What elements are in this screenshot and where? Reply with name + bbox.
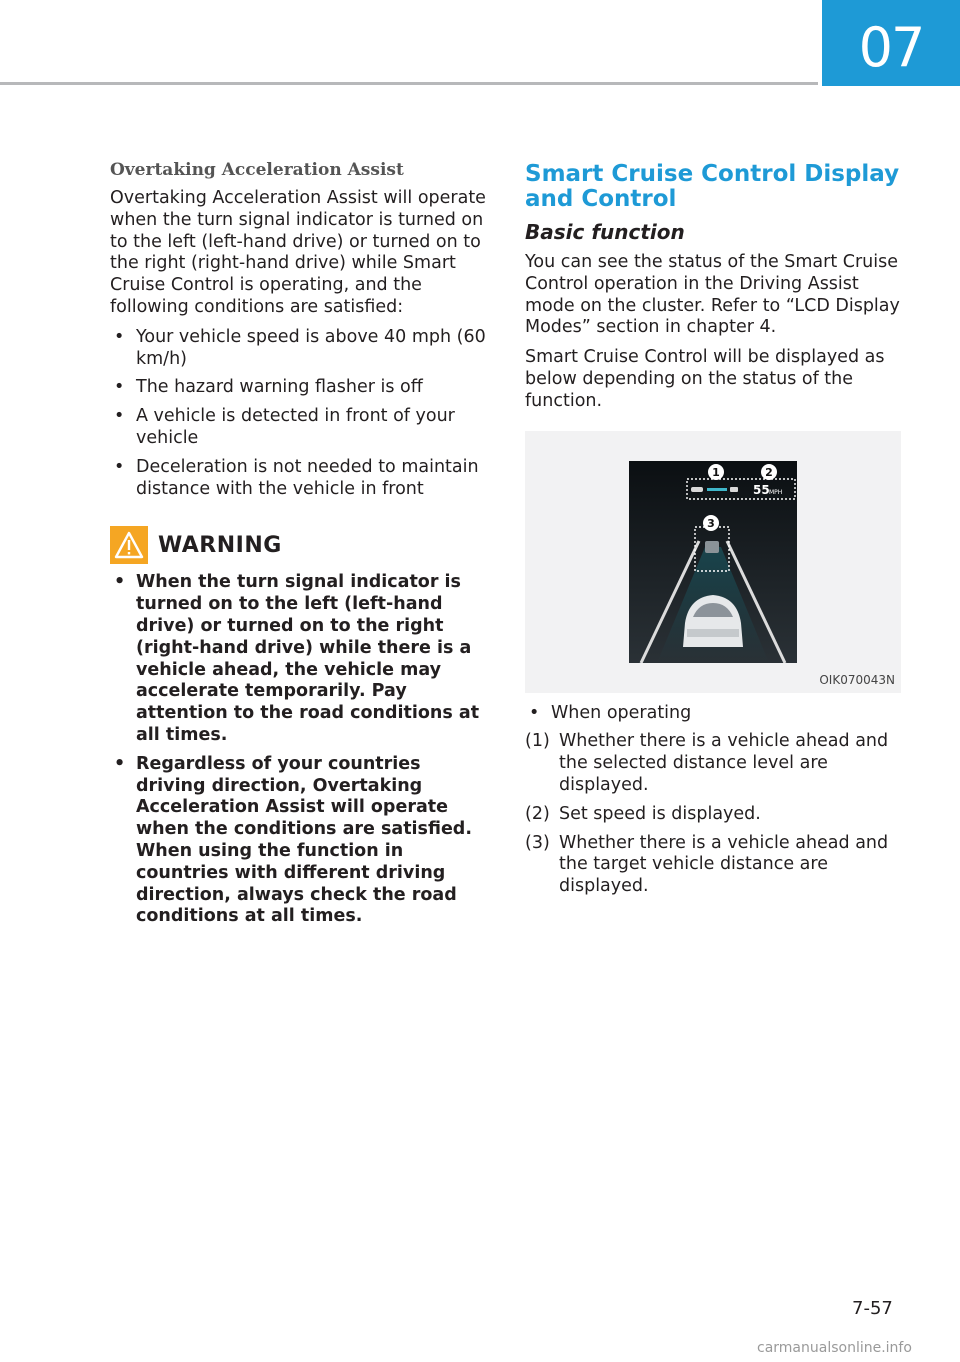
chapter-tab: 07 — [822, 0, 960, 86]
svg-text:2: 2 — [765, 465, 773, 479]
speed-unit: MPH — [769, 488, 783, 496]
intro-paragraph: Overtaking Acceleration Assist will operate when the turn signal indicator is turned on to the left (left-hand drive) or turned on to the right (right-hand drive) while Smart Cruise Control is operating, and the following conditions are satisfied: — [110, 188, 486, 317]
warning-title: WARNING — [158, 532, 282, 558]
watermark: carmanualsonline.info — [757, 1340, 912, 1356]
paragraph: You can see the status of the Smart Cruise Control operation in the Driving Assist mode on the cluster. Refer to “LCD Display Modes” section in chapter 4. — [525, 252, 900, 338]
paragraph: Smart Cruise Control will be displayed as below depending on the status of the function. — [525, 347, 885, 411]
section-subheading: Overtaking Acceleration Assist — [110, 160, 404, 180]
distance-bars-icon — [707, 488, 727, 491]
bullet-dot: • — [114, 326, 125, 347]
bullet-dot: • — [529, 702, 540, 723]
lead-vehicle-icon — [705, 541, 719, 553]
bullet-dot: • — [114, 456, 125, 477]
page-number: 7-57 — [852, 1298, 893, 1319]
list-item: • When the turn signal indicator is turned on to the left (left-hand drive) or turned on to the right (right-hand drive) while there is a vehicle ahead, the vehicle may accelerate temporarily. Pay attention to the road conditions at all times. — [114, 572, 480, 745]
bullet-dot: • — [114, 406, 125, 427]
cluster-illustration — [629, 461, 797, 663]
list-item: • Deceleration is not needed to maintain distance with the vehicle in front — [114, 456, 479, 499]
warning-triangle-icon — [110, 526, 148, 564]
bullet-dot: • — [114, 377, 125, 398]
bullet-dot: • — [114, 753, 126, 774]
sub-title: Basic function — [525, 220, 685, 244]
svg-text:1: 1 — [712, 465, 720, 479]
figure-code: OIK070043N — [819, 672, 895, 687]
conditions-list — [110, 327, 486, 501]
list-item: • The hazard warning flasher is off — [114, 377, 423, 398]
list-item: • A vehicle is detected in front of your vehicle — [114, 406, 455, 448]
cluster-display — [629, 461, 797, 663]
list-item: (2) Set speed is displayed. — [525, 803, 761, 824]
cluster-figure — [525, 431, 901, 693]
operating-list — [525, 703, 905, 725]
left-column — [110, 160, 486, 935]
right-column — [525, 160, 905, 905]
warning-list — [110, 572, 486, 928]
list-item: • Your vehicle speed is above 40 mph (60 km/h) — [114, 326, 486, 369]
car-icon — [691, 487, 703, 492]
numbered-list — [525, 731, 905, 898]
list-item: (3) Whether there is a vehicle ahead and the target vehicle distance are displayed. — [525, 832, 889, 897]
section-title: Smart Cruise Control Display and Control — [525, 161, 900, 212]
svg-text:3: 3 — [707, 516, 715, 530]
list-item: • When operating — [529, 702, 692, 723]
header-rule — [0, 82, 818, 85]
warning-header — [110, 526, 486, 564]
bullet-dot: • — [114, 572, 126, 593]
speed-value: 55 — [753, 482, 770, 497]
list-item: • Regardless of your countries driving direction, Overtaking Acceleration Assist will operate when the conditions are satisfied. When using the function in countries with different driving direction, always check the road conditions at all times. — [114, 753, 472, 927]
list-item: (1) Whether there is a vehicle ahead and the selected distance level are displayed. — [525, 731, 889, 795]
